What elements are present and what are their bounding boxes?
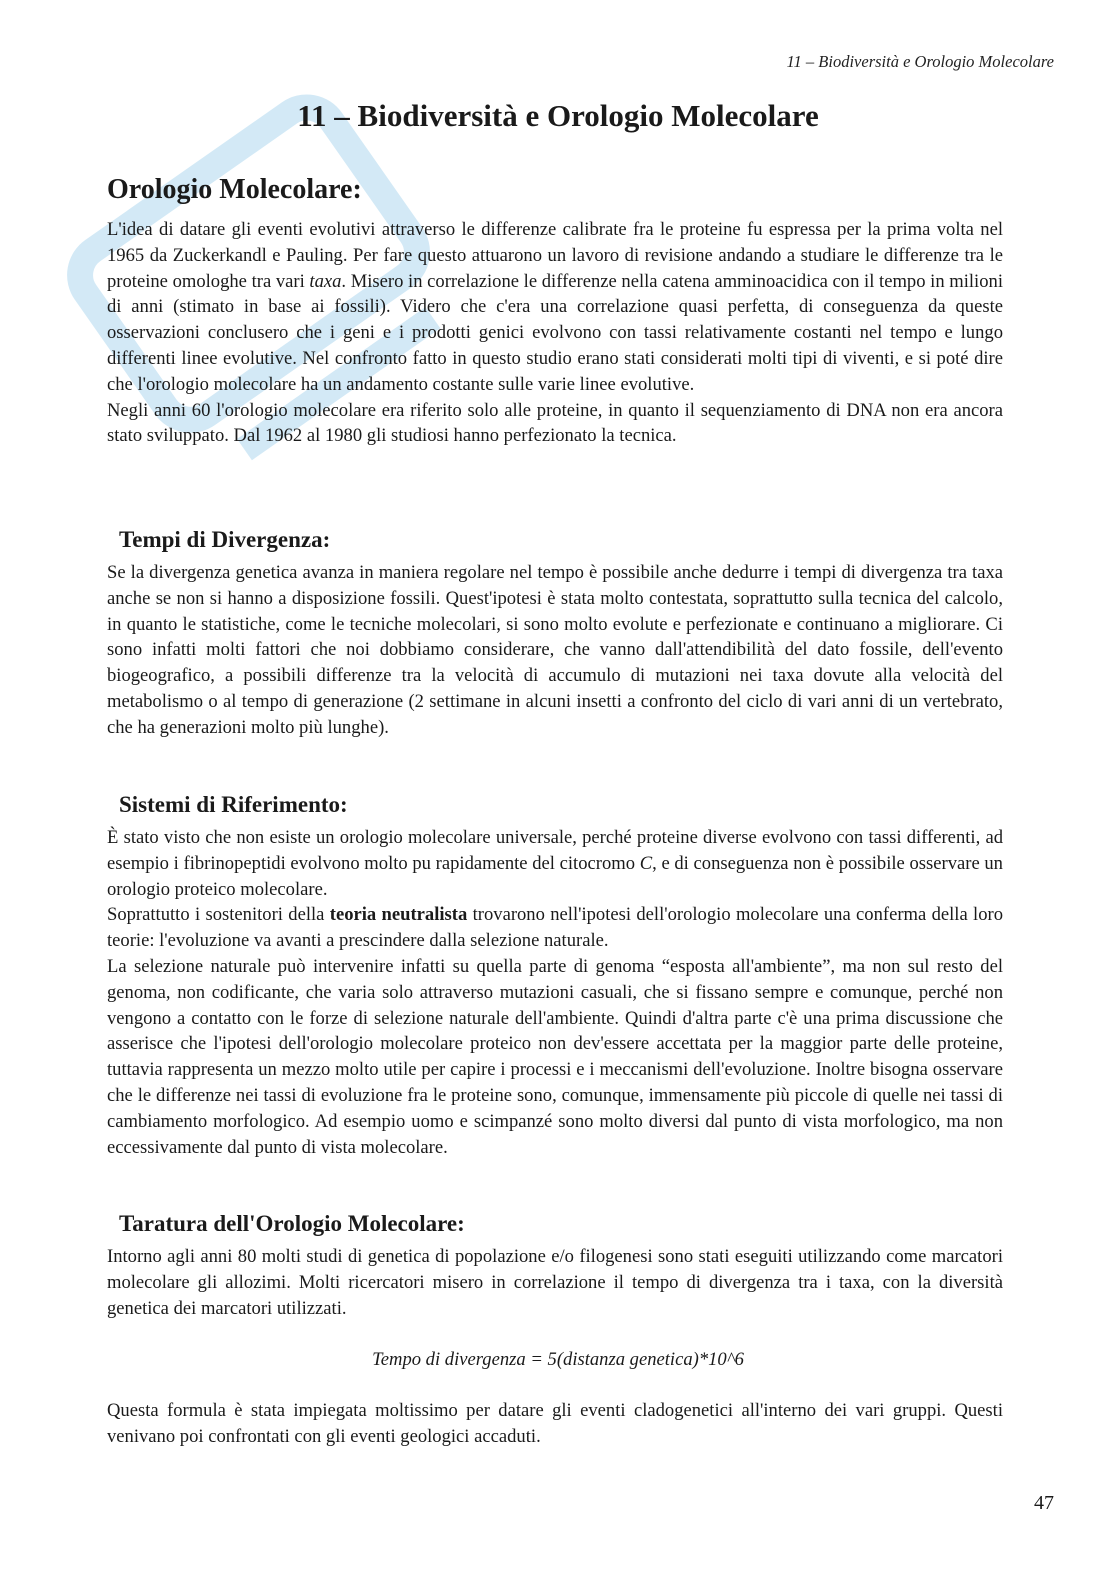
section-heading-orologio: Orologio Molecolare:	[107, 174, 362, 205]
paragraph-orologio-1	[107, 217, 1003, 449]
page-number: 47	[1034, 1492, 1054, 1514]
text-run: , e di conseguenza non è possibile osservare un orologio proteico molecolare.	[107, 852, 1003, 900]
section-heading-taratura: Taratura dell'Orologio Molecolare:	[119, 1211, 465, 1236]
italic-run: C	[639, 852, 653, 874]
formula: Tempo di divergenza = 5(distanza genetica)*10^6	[372, 1349, 744, 1370]
text-run: . Misero in correlazione le differenze nella catena amminoacidica con il tempo in milioni di anni (stimato in base ai fossili). Videro che c'era una correlazione quasi perfetta, di conseguenza da queste osservazioni conclusero che i geni e i prodotti genici evolvono con tassi relativamente costanti nel tempo e lungo differenti linee evolutive. Nel confronto fatto in questo studio erano stati considerati molti tipi di viventi, e si poté dire che l'orologio molecolare ha un andamento costante sulle varie linee evolutive.	[107, 270, 1003, 395]
paragraph-orologio-2: Negli anni 60 l'orologio molecolare era riferito solo alle proteine, in quanto il sequenziamento di DNA non era ancora stato sviluppato. Dal 1962 al 1980 gli studiosi hanno perfezionato la tecnica.	[107, 399, 1003, 447]
text-run: L'idea di datare gli eventi evolutivi attraverso le differenze calibrate fra le proteine fu espressa per la prima volta nel 1965 da Zuckerkandl e Pauling. Per fare questo attuarono un lavoro di revisione andando a studiare le differenze tra le proteine omologhe tra vari	[107, 219, 1003, 292]
paragraph-divergenza: Se la divergenza genetica avanza in maniera regolare nel tempo è possibile anche dedurre i tempi di divergenza tra taxa anche se non si hanno a disposizione fossili. Quest'ipotesi è stata molto contestata, soprattutto sulla tecnica del calcolo, in quanto le statistiche, come le tecniche molecolari, si sono molto evolute e perfezionate e continuano a migliorare. Ci sono infatti molti fattori che noi dobbiamo considerare, che vanno dall'attendibilità del dato fossile, dell'evento biogeografico, a possibili differenze tra la velocità di accumulo di mutazioni nei taxa dovute alla velocità del metabolismo o al tempo di generazione (2 settimane in alcuni insetti a confronto del ciclo di vari anni di un vertebrato, che ha generazioni molto più lunghe).	[107, 562, 1003, 738]
paragraph-taratura-1: Intorno agli anni 80 molti studi di genetica di popolazione e/o filogenesi sono stati eseguiti utilizzando come marcatori molecolare gli allozimi. Molti ricercatori misero in correlazione il tempo di divergenza tra i taxa, con la diversità genetica dei marcatori utilizzati.	[107, 1246, 1003, 1319]
page-title: 11 – Biodiversità e Orologio Molecolare	[297, 98, 819, 133]
text-run: È stato visto che non esiste un orologio molecolare universale, perché proteine diverse evolvono con tassi differenti, ad esempio i fibrinopeptidi evolvono molto pu rapidamente del citocromo	[107, 827, 1003, 874]
running-header: 11 – Biodiversità e Orologio Molecolare	[786, 52, 1054, 71]
italic-run: taxa	[309, 270, 342, 292]
bold-run: teoria neutralista	[329, 904, 468, 926]
text-run: Soprattutto i sostenitori della	[107, 904, 330, 926]
paragraph-riferimento-2	[107, 902, 1003, 954]
paragraph-taratura-2: Questa formula è stata impiegata moltissimo per datare gli eventi cladogenetici all'interno dei vari gruppi. Questi venivano poi confrontati con gli eventi geologici accaduti.	[107, 1400, 1003, 1447]
paragraph-riferimento-3: La selezione naturale può intervenire infatti su quella parte di genoma “esposta all'ambiente”, ma non sul resto del genoma, non codificante, che varia solo attraverso mutazioni casuali, che si fissano sempre e comunque, perché non vengono a contatto con le forze di selezione naturale dell'ambiente. Quindi d'altra parte c'è una prima discussione che asserisce che l'ipotesi dell'orologio molecolare proteico non dev'essere accettata per la maggior parte delle proteine, tuttavia rappresenta un mezzo molto utile per capire i processi e i meccanismi dell'evoluzione. Inoltre bisogna osservare che le differenze nei tassi di evoluzione fra le proteine sono, comunque, immensamente più piccole di quelle nei tassi di cambiamento morfologico. Ad esempio uomo e scimpanzé sono molto diversi dal punto di vista morfologico, ma non eccessivamente dal punto di vista molecolare.	[107, 955, 1003, 1158]
text-run: trovarono nell'ipotesi dell'orologio molecolare una conferma della loro teorie: l'evoluzione va avanti a prescindere dalla selezione naturale.	[107, 904, 1004, 952]
section-heading-riferimento: Sistemi di Riferimento:	[119, 792, 348, 817]
section-heading-divergenza: Tempi di Divergenza:	[119, 527, 331, 552]
paragraph-riferimento-1	[107, 825, 1003, 1160]
